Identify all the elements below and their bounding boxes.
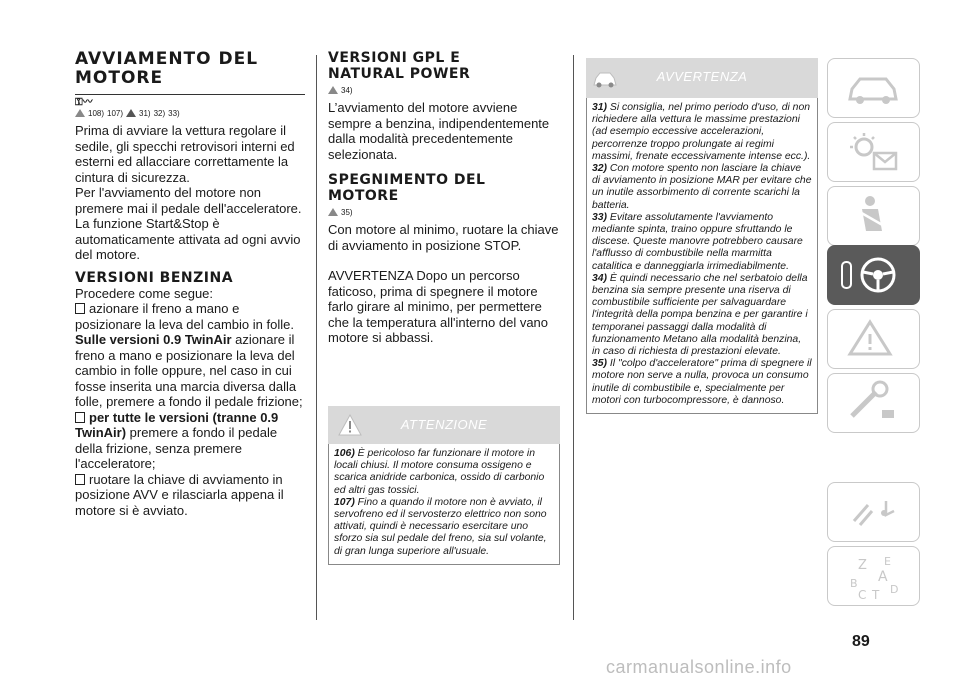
note-106: 106) È pericoloso far funzionare il motore in locali chiusi. Il motore consuma ossigeno e scarica anidride carbonica, ossido di carbonio ed altri gas tossici. — [334, 448, 545, 496]
warning-triangle-icon — [126, 109, 136, 117]
bullet-box-icon — [75, 474, 85, 485]
subsection-title-benzina: VERSIONI BENZINA — [75, 269, 234, 286]
index-letter: B — [850, 577, 858, 590]
avvertenza-paragraph: AVVERTENZA Dopo un percorso faticoso, prima di spegnere il motore farlo girare al minimo, per permettere che la temperatura all'interno del vano motore si abbassi. — [328, 268, 549, 345]
subsection-title-spegnimento: SPEGNIMENTO DEL MOTORE — [328, 172, 486, 204]
gpl-paragraph: L’avviamento del motore avviene sempre a benzina, indipendentemente dalla modalità precedentemente selezionata. — [328, 100, 550, 162]
attenzione-notes — [328, 444, 560, 565]
note-33: 33) Evitare assolutamente l'avviamento mediante spinta, traino oppure sfruttando le discese. Queste manovre potrebbero causare l'afflusso di combustibile nella marmitta catalitica e danneggiarla irrimediabilmente. — [592, 211, 803, 272]
tab-emergency[interactable] — [827, 309, 920, 369]
bullet-box-icon — [75, 412, 85, 423]
spegnimento-references: 35) — [328, 206, 560, 218]
note-32: 32) Con motore spento non lasciare la chiave di avviamento in posizione MAR per evitare che un inutile assorbimento di corrente scarichi la batteria. — [592, 163, 812, 211]
tab-warning-lights[interactable] — [827, 122, 920, 182]
benzina-intro: Procedere come segue: — [75, 285, 214, 301]
intro-paragraph-2: Per l'avviamento del motore non premere mai il pedale dell'acceleratore. La funzione Start&Stop è automaticamente attivata ad ogni avvio del motore. — [75, 185, 302, 262]
attenzione-title: ATTENZIONE — [400, 417, 488, 432]
tab-index[interactable] — [827, 546, 920, 606]
avvertenza-title: AVVERTENZA — [656, 69, 748, 84]
step-clutch: per tutte le versioni (tranne 0.9 TwinAir) premere a fondo il pedale della frizione, senza premere l'acceleratore; — [75, 409, 279, 471]
title-underline — [75, 94, 305, 95]
note-34: 34) È quindi necessario che nel serbatoio della benzina sia sempre presente una riserva di combustibile sufficiente per salvaguardare l'integrità della pompa benzina e per garantire i temporanei passaggi dalla modalità di funzionamento Metano alla modalità benzina, in caso di richiesta di prestazioni elevate. — [592, 272, 808, 358]
maintenance-icon — [828, 374, 919, 432]
note-31: 31) Si consiglia, nel primo periodo d'uso, di non richiedere alla vettura le massime prestazioni (ad esempio eccessive accelerazioni, percorrenze troppo prolungate ai regimi massimi, frenate eccessivamente intense ecc.). — [592, 102, 811, 162]
tab-multimedia[interactable] — [827, 482, 920, 542]
step-handbrake: azionare il freno a mano e posizionare la leva del cambio in folle. — [75, 301, 294, 332]
avvertenza-notes — [586, 98, 818, 414]
attenzione-box — [328, 406, 560, 565]
index-icon — [828, 547, 919, 605]
note-35: 35) Il "colpo d'acceleratore" prima di spegnere il motore non serve a nulla, provoca un consumo inutile di combustibile e, specialmente per motori con turbocompressore, è dannoso. — [592, 358, 812, 406]
column-1 — [75, 50, 305, 518]
attenzione-header — [328, 406, 560, 444]
index-letter: C — [858, 588, 867, 602]
intro-paragraph: Prima di avviare la vettura regolare il sedile, gli specchi retrovisori interni ed esterni ed allacciare correttamente la cintura di sicurezza. — [75, 123, 295, 185]
tab-car[interactable] — [827, 58, 920, 118]
title-references: 108) 107) 31) 32) 33) — [75, 107, 305, 119]
warning-triangle-icon — [75, 109, 85, 117]
warning-triangle-icon — [328, 86, 338, 94]
spegnimento-paragraph: Con motore al minimo, ruotare la chiave di avviamento in posizione STOP. — [328, 222, 559, 253]
section-title-avviamento: AVVIAMENTO DEL MOTORE — [75, 49, 259, 88]
watermark: carmanualsonline.info — [606, 657, 792, 677]
multimedia-icon — [828, 483, 919, 541]
avvertenza-box — [586, 58, 818, 414]
column-divider — [316, 55, 317, 620]
column-2 — [328, 50, 560, 346]
index-letter: E — [884, 555, 891, 568]
seat-safety-icon — [828, 187, 919, 245]
gpl-references: 34) — [328, 84, 560, 96]
column-divider — [573, 55, 574, 620]
note-107: 107) Fino a quando il motore non è avviato, il servofreno ed il servosterzo elettrico non sono attivati, quindi è necessario esercitare uno sforzo sia sul pedale del freno, sia sul volante, di gran lunga superiore all'usuale. — [334, 496, 547, 557]
step-key: ruotare la chiave di avviamento in posizione AVV e rilasciarla appena il motore si è avviato. — [75, 471, 284, 518]
index-letter: T — [872, 588, 880, 602]
index-letter: Z — [858, 558, 867, 573]
tab-maintenance[interactable] — [827, 373, 920, 433]
avvertenza-header — [586, 58, 818, 98]
twinair-paragraph: Sulle versioni 0.9 TwinAir azionare il freno a mano e posizionare la leva del cambio in folle oppure, nel caso in cui fosse inserita una marcia diversa dalla folle, premere a fondo il pedale frizione; — [75, 332, 303, 409]
warning-triangle-icon — [328, 208, 338, 216]
index-letter: D — [890, 583, 899, 596]
emergency-icon — [828, 310, 919, 368]
warning-lights-icon — [828, 123, 919, 181]
page-number: 89 — [852, 633, 870, 650]
car-icon — [828, 59, 919, 117]
index-letter: A — [878, 569, 888, 585]
steering-wheel-icon — [828, 246, 919, 304]
tab-starting-driving[interactable] — [827, 245, 920, 305]
subsection-title-gpl: VERSIONI GPL E NATURAL POWER — [328, 50, 471, 82]
key-engine-symbol: ⚿〰 — [75, 97, 93, 108]
tab-seat-safety[interactable] — [827, 186, 920, 246]
bullet-box-icon — [75, 303, 85, 314]
